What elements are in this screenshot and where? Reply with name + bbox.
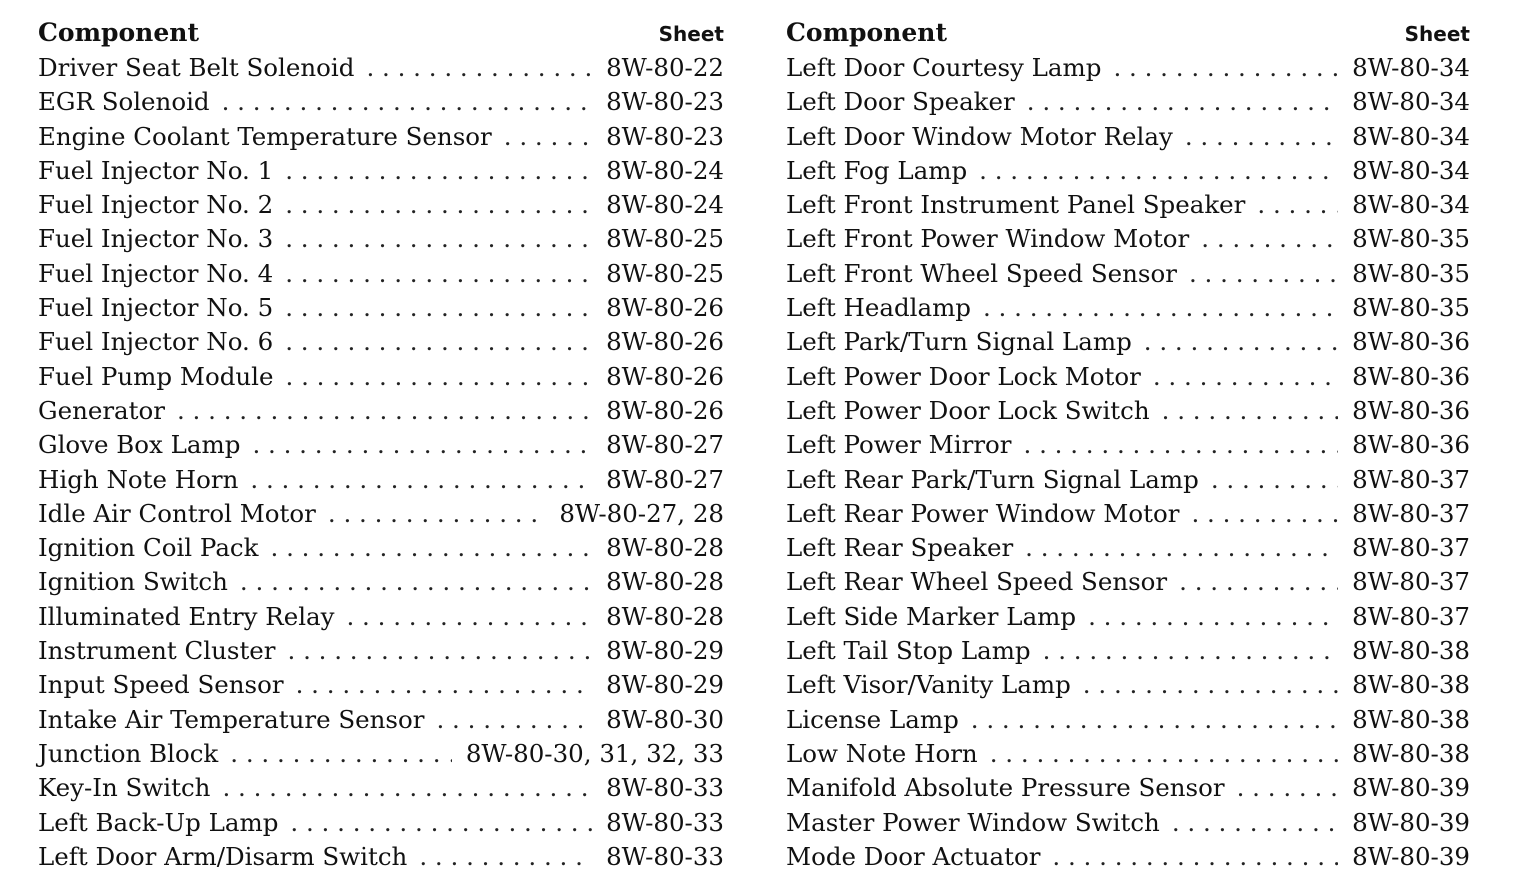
sheet-number: 8W-80-29 <box>606 670 724 700</box>
dot-leader <box>983 293 1338 322</box>
component-name: Left Front Instrument Panel Speaker <box>786 190 1246 220</box>
sheet-number: 8W-80-37 <box>1352 464 1470 494</box>
dot-leader <box>328 499 545 528</box>
component-row <box>38 842 724 876</box>
sheet-number: 8W-80-27, 28 <box>559 498 724 528</box>
dot-leader <box>1237 773 1338 802</box>
component-row <box>38 499 724 533</box>
component-row <box>38 430 724 464</box>
sheet-number: 8W-80-29 <box>606 636 724 666</box>
component-row <box>786 842 1470 876</box>
dot-leader <box>1191 499 1338 528</box>
dot-leader <box>285 156 592 185</box>
component-row <box>38 533 724 567</box>
component-row <box>786 670 1470 704</box>
dot-leader <box>286 362 593 391</box>
component-name: Junction Block <box>38 738 219 768</box>
dot-leader <box>979 156 1338 185</box>
component-name: Left Rear Power Window Motor <box>786 498 1180 528</box>
sheet-number: 8W-80-28 <box>606 601 724 631</box>
sheet-number: 8W-80-27 <box>606 430 724 460</box>
dot-leader <box>1043 636 1338 665</box>
dot-leader <box>504 122 592 151</box>
sheet-number: 8W-80-33 <box>606 841 724 871</box>
component-row <box>786 156 1470 190</box>
dot-leader <box>285 259 592 288</box>
sheet-number: 8W-80-36 <box>1352 430 1470 460</box>
sheet-number: 8W-80-26 <box>606 327 724 357</box>
component-heading: Component <box>786 18 947 47</box>
component-row <box>786 602 1470 636</box>
component-row <box>786 430 1470 464</box>
component-name: Engine Coolant Temperature Sensor <box>38 121 492 151</box>
component-name: Left Rear Park/Turn Signal Lamp <box>786 464 1199 494</box>
dot-leader <box>1025 533 1338 562</box>
component-name: Fuel Injector No. 6 <box>38 327 274 357</box>
sheet-number: 8W-80-27 <box>606 464 724 494</box>
component-name: Input Speed Sensor <box>38 670 284 700</box>
dot-leader <box>346 602 592 631</box>
component-name: Left Visor/Vanity Lamp <box>786 670 1071 700</box>
component-row <box>786 533 1470 567</box>
dot-leader <box>1162 396 1338 425</box>
dot-leader <box>1153 362 1338 391</box>
component-list <box>38 53 724 876</box>
component-row <box>786 567 1470 601</box>
dot-leader <box>419 842 592 871</box>
component-name: License Lamp <box>786 704 959 734</box>
sheet-number: 8W-80-30, 31, 32, 33 <box>465 738 724 768</box>
sheet-number: 8W-80-37 <box>1352 567 1470 597</box>
dot-leader <box>271 533 593 562</box>
component-name: Fuel Injector No. 4 <box>38 258 274 288</box>
component-row <box>786 636 1470 670</box>
dot-leader <box>1083 670 1338 699</box>
sheet-number: 8W-80-38 <box>1352 636 1470 666</box>
sheet-number: 8W-80-26 <box>606 361 724 391</box>
component-name: Fuel Injector No. 2 <box>38 190 274 220</box>
component-name: Left Door Courtesy Lamp <box>786 53 1102 82</box>
component-row <box>786 773 1470 807</box>
dot-leader <box>1088 602 1338 631</box>
component-row <box>38 739 724 773</box>
sheet-number: 8W-80-26 <box>606 293 724 323</box>
component-name: Left Rear Wheel Speed Sensor <box>786 567 1168 597</box>
component-name: Left Door Arm/Disarm Switch <box>38 841 408 871</box>
dot-leader <box>296 670 593 699</box>
sheet-number: 8W-80-36 <box>1352 395 1470 425</box>
dot-leader <box>1179 567 1338 596</box>
dot-leader <box>285 293 592 322</box>
component-row <box>786 190 1470 224</box>
component-row <box>38 224 724 258</box>
component-row <box>38 122 724 156</box>
dot-leader <box>285 327 592 356</box>
component-name: Fuel Injector No. 3 <box>38 224 274 254</box>
dot-leader <box>288 636 593 665</box>
component-row <box>38 156 724 190</box>
sheet-number: 8W-80-34 <box>1352 87 1470 117</box>
component-row <box>786 224 1470 258</box>
component-name: Fuel Pump Module <box>38 361 274 391</box>
sheet-number: 8W-80-36 <box>1352 361 1470 391</box>
dot-leader <box>1189 259 1338 288</box>
sheet-number: 8W-80-26 <box>606 395 724 425</box>
component-heading: Component <box>38 18 199 47</box>
dot-leader <box>222 773 592 802</box>
sheet-number: 8W-80-24 <box>606 190 724 220</box>
column-header <box>38 18 724 50</box>
component-row <box>786 293 1470 327</box>
component-name: Fuel Injector No. 5 <box>38 293 274 323</box>
dot-leader <box>290 808 592 837</box>
dot-leader <box>1211 465 1338 494</box>
component-name: Left Fog Lamp <box>786 155 968 185</box>
component-name: Generator <box>38 395 165 425</box>
component-row <box>786 499 1470 533</box>
sheet-number: 8W-80-38 <box>1352 704 1470 734</box>
dot-leader <box>366 53 592 82</box>
component-row <box>786 362 1470 396</box>
component-row <box>786 87 1470 121</box>
component-name: Glove Box Lamp <box>38 430 241 460</box>
component-row <box>38 87 724 121</box>
dot-leader <box>1113 53 1338 82</box>
component-row <box>38 362 724 396</box>
sheet-number: 8W-80-34 <box>1352 121 1470 151</box>
sheet-number: 8W-80-37 <box>1352 601 1470 631</box>
sheet-number: 8W-80-30 <box>606 704 724 734</box>
component-name: Fuel Injector No. 1 <box>38 155 274 185</box>
component-name: Left Power Door Lock Motor <box>786 361 1141 391</box>
component-row <box>38 602 724 636</box>
dot-leader <box>1185 122 1338 151</box>
component-name: Instrument Cluster <box>38 636 276 666</box>
component-row <box>38 396 724 430</box>
sheet-number: 8W-80-37 <box>1352 533 1470 563</box>
sheet-number: 8W-80-28 <box>606 533 724 563</box>
sheet-number: 8W-80-38 <box>1352 670 1470 700</box>
dot-leader <box>250 465 592 494</box>
component-row <box>38 567 724 601</box>
component-row <box>786 739 1470 773</box>
dot-leader <box>240 567 592 596</box>
component-row <box>38 259 724 293</box>
component-row <box>38 670 724 704</box>
dot-leader <box>252 430 592 459</box>
sheet-number: 8W-80-24 <box>606 155 724 185</box>
component-row <box>786 705 1470 739</box>
sheet-number: 8W-80-39 <box>1352 807 1470 837</box>
sheet-number: 8W-80-35 <box>1352 258 1470 288</box>
component-row <box>38 705 724 739</box>
component-row <box>38 465 724 499</box>
component-name: Left Side Marker Lamp <box>786 601 1077 631</box>
component-name: Key-In Switch <box>38 773 211 803</box>
sheet-number: 8W-80-38 <box>1352 738 1470 768</box>
dot-leader <box>1257 190 1338 219</box>
component-name: Left Front Wheel Speed Sensor <box>786 258 1177 288</box>
sheet-number: 8W-80-36 <box>1352 327 1470 357</box>
component-row <box>786 808 1470 842</box>
component-name: Ignition Coil Pack <box>38 533 259 563</box>
component-name: Illuminated Entry Relay <box>38 601 335 631</box>
component-name: Manifold Absolute Pressure Sensor <box>786 773 1225 803</box>
component-row <box>38 53 724 87</box>
sheet-number: 8W-80-23 <box>606 121 724 151</box>
component-row <box>38 327 724 361</box>
component-name: Intake Air Temperature Sensor <box>38 704 425 734</box>
sheet-number: 8W-80-28 <box>606 567 724 597</box>
dot-leader <box>285 224 592 253</box>
component-name: Master Power Window Switch <box>786 807 1160 837</box>
sheet-number: 8W-80-33 <box>606 807 724 837</box>
component-name: Left Door Speaker <box>786 87 1015 117</box>
sheet-number: 8W-80-25 <box>606 258 724 288</box>
component-name: Idle Air Control Motor <box>38 498 316 528</box>
component-row <box>786 53 1470 87</box>
component-name: Left Power Mirror <box>786 430 1012 460</box>
dot-leader <box>1144 327 1338 356</box>
component-column-left <box>38 18 724 876</box>
sheet-number: 8W-80-39 <box>1352 773 1470 803</box>
component-name: Driver Seat Belt Solenoid <box>38 53 355 82</box>
component-row <box>786 396 1470 430</box>
sheet-number: 8W-80-25 <box>606 224 724 254</box>
dot-leader <box>230 739 452 768</box>
sheet-number: 8W-80-39 <box>1352 841 1470 871</box>
column-header <box>786 18 1470 50</box>
component-row <box>786 122 1470 156</box>
component-row <box>38 190 724 224</box>
dot-leader <box>222 87 592 116</box>
component-name: High Note Horn <box>38 464 239 494</box>
dot-leader <box>1172 808 1338 837</box>
sheet-number: 8W-80-35 <box>1352 224 1470 254</box>
sheet-number: 8W-80-34 <box>1352 155 1470 185</box>
component-name: Ignition Switch <box>38 567 228 597</box>
component-name: Left Tail Stop Lamp <box>786 636 1031 666</box>
sheet-number: 8W-80-22 <box>606 53 724 82</box>
sheet-number: 8W-80-37 <box>1352 498 1470 528</box>
component-name: Left Back-Up Lamp <box>38 807 279 837</box>
component-name: Low Note Horn <box>786 738 978 768</box>
sheet-number: 8W-80-23 <box>606 87 724 117</box>
component-name: Mode Door Actuator <box>786 841 1041 871</box>
component-column-right <box>786 18 1470 876</box>
dot-leader <box>1052 842 1338 871</box>
component-name: EGR Solenoid <box>38 87 210 117</box>
component-name: Left Headlamp <box>786 293 971 323</box>
dot-leader <box>285 190 592 219</box>
dot-leader <box>971 705 1338 734</box>
component-name: Left Power Door Lock Switch <box>786 395 1150 425</box>
sheet-number: 8W-80-34 <box>1352 53 1470 82</box>
component-row <box>786 259 1470 293</box>
component-row <box>38 636 724 670</box>
component-row <box>786 327 1470 361</box>
component-row <box>38 808 724 842</box>
component-name: Left Door Window Motor Relay <box>786 121 1173 151</box>
sheet-number: 8W-80-33 <box>606 773 724 803</box>
dot-leader <box>1024 430 1339 459</box>
component-name: Left Rear Speaker <box>786 533 1014 563</box>
component-list <box>786 53 1470 876</box>
component-row <box>38 293 724 327</box>
component-row <box>786 465 1470 499</box>
component-row <box>38 773 724 807</box>
dot-leader <box>1201 224 1338 253</box>
sheet-number: 8W-80-34 <box>1352 190 1470 220</box>
component-name: Left Front Power Window Motor <box>786 224 1190 254</box>
dot-leader <box>436 705 592 734</box>
component-name: Left Park/Turn Signal Lamp <box>786 327 1132 357</box>
dot-leader <box>1027 87 1338 116</box>
sheet-heading: Sheet <box>658 22 724 46</box>
dot-leader <box>990 739 1338 768</box>
sheet-number: 8W-80-35 <box>1352 293 1470 323</box>
dot-leader <box>177 396 592 425</box>
sheet-heading: Sheet <box>1404 22 1470 46</box>
